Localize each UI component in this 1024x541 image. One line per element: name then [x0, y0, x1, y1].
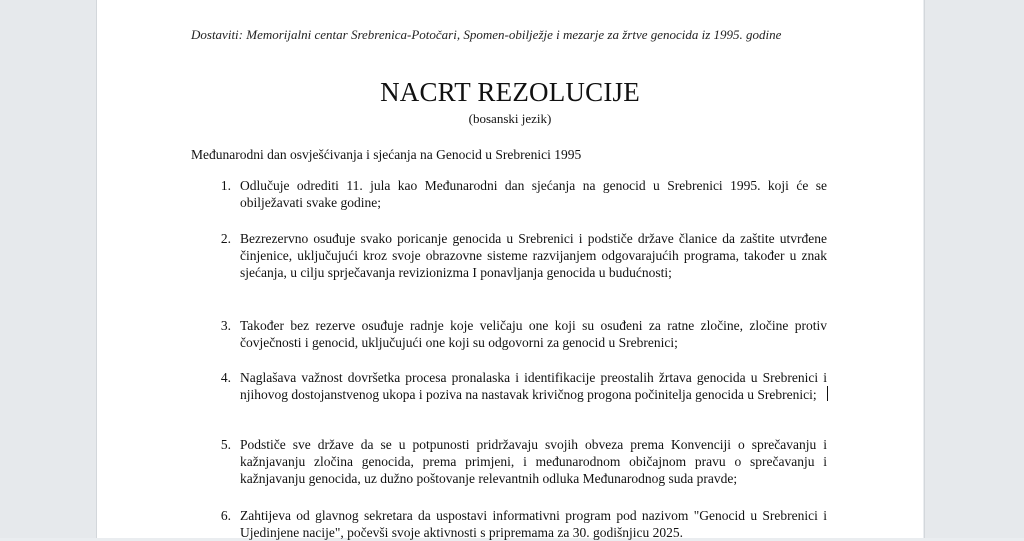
- item-number: 5.: [220, 437, 231, 452]
- item-number: 4.: [220, 370, 231, 385]
- item-text: Odlučuje odrediti 11. jula kao Međunarodni dan sjećanja na genocid u Srebrenici 1995. koji će se obilježavati svake godine;: [240, 178, 827, 210]
- document-page[interactable]: [97, 0, 923, 538]
- item-text: Također bez rezerve osuđuje radnje koje veličaju one koji su osuđeni za ratne zločine, zločine protiv čovječnosti i genocid, uključujući one koji su odgovorni za genocid u Srebrenici;: [240, 318, 827, 350]
- item-number: 2.: [220, 231, 231, 246]
- document-title: NACRT REZOLUCIJE: [380, 77, 640, 107]
- item-number: 6.: [220, 508, 231, 523]
- item-text-with-cursor: [240, 369, 827, 403]
- item-number: 3.: [220, 318, 231, 333]
- left-margin-area: [0, 0, 97, 538]
- document-subtitle: (bosanski jezik): [468, 111, 552, 126]
- delivery-note: Dostaviti: Memorijalni centar Srebrenica-Potočari, Spomen-obilježje i mezarje za žrtve genocida iz 1995. godine: [191, 27, 782, 42]
- item-number: 1.: [220, 178, 231, 193]
- item-text: Podstiče sve države da se u potpunosti pridržavaju svojih obveza prema Konvenciji o sprečavanju i kažnjavanju zločina genocida, prema primjeni, i međunarodnom običajnom pravu o sprečavanju i kažnjavanju genocida, uz dužno poštovanje relevantnih odluka Međunarodnog suda pravde;: [240, 437, 827, 486]
- right-margin-area: [924, 0, 1024, 538]
- item-text: Zahtijeva od glavnog sekretara da uspostavi informativni program pod nazivom "Genocid u Srebrenici i Ujedinjene nacije", počevši svoje aktivnosti s pripremama za 30. godišnjicu 2025.: [240, 508, 827, 540]
- text-cursor: [827, 386, 828, 401]
- item-text: Bezrezervno osuđuje svako poricanje genocida u Srebrenici i podstiče države članice da zaštite utvrđene činjenice, uključujući kroz svoje obrazovne sisteme razvijanjem odgovarajućih programa, također u znak sjećanja, u cilju sprječavanja revizionizma I ponavljanja genocida u budućnosti;: [240, 231, 827, 280]
- item-text: Naglašava važnost dovršetka procesa pronalaska i identifikacije preostalih žrtava genocida u Srebrenici i njihovog dostojanstvenog ukopa i poziva na nastavak krivičnog progona počinitelja genocida u Srebrenici;: [240, 370, 827, 402]
- intro-line: Međunarodni dan osvješćivanja i sjećanja na Genocid u Srebrenici 1995: [191, 147, 582, 162]
